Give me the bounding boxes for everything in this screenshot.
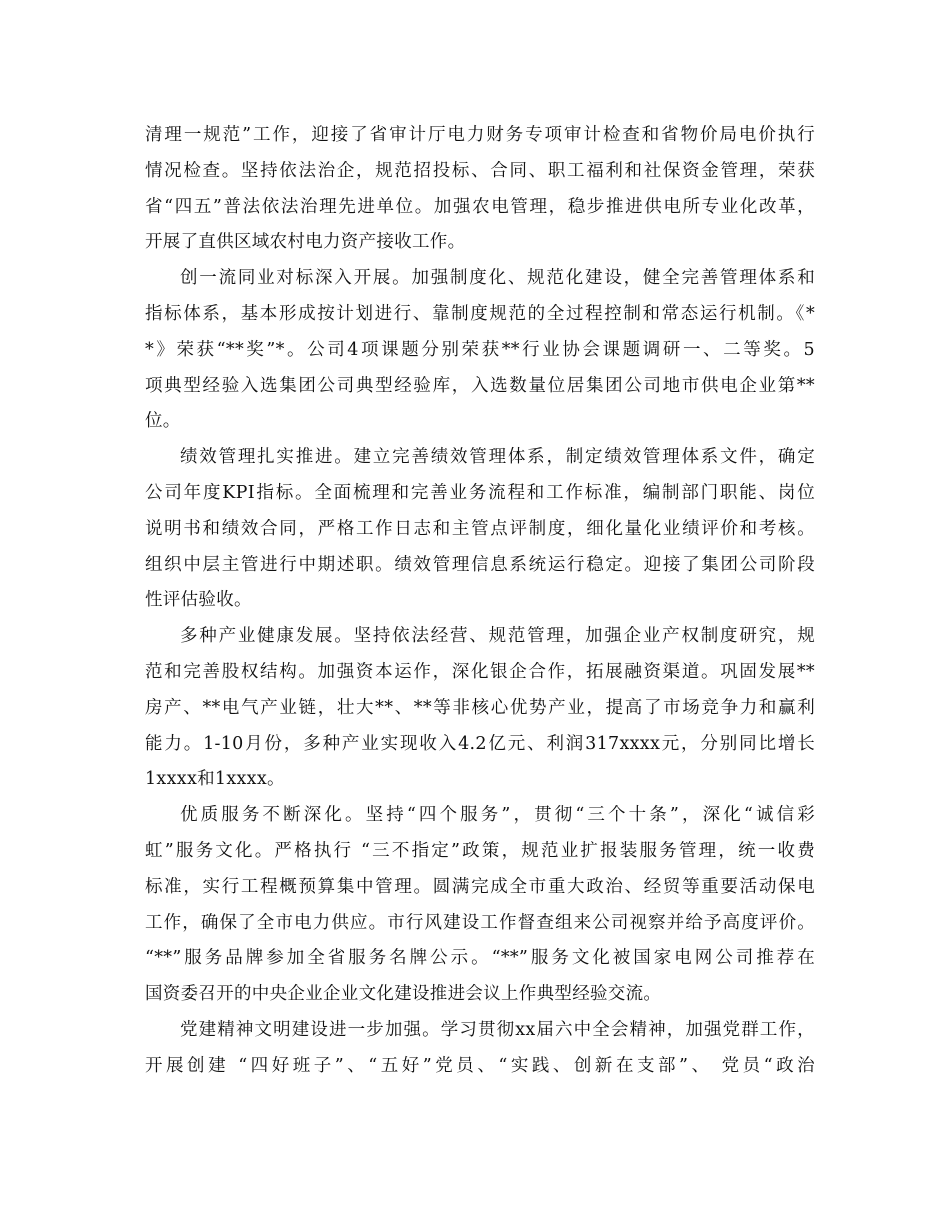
text-line: 能力。1-10月份，多种产业实现收入4.2亿元、利润317xxxx元，分别同比增长 (145, 733, 815, 754)
text-line: 说明书和绩效合同，严格工作日志和主管点评制度，细化量化业绩评价和考核。 (145, 518, 815, 539)
text-line: 绩效管理扎实推进。建立完善绩效管理体系，制定绩效管理体系文件，确定 (180, 447, 815, 468)
text-line: *》荣获“**奖”*。公司4项课题分别荣获**行业协会课题调研一、二等奖。5 (145, 339, 815, 360)
text-line: 范和完善股权结构。加强资本运作，深化银企合作，拓展融资渠道。巩固发展** (145, 661, 815, 682)
text-line: 房产、**电气产业链，壮大**、**等非核心优势产业，提高了市场竞争力和赢利 (145, 697, 815, 718)
paragraph-audit-compliance (145, 118, 815, 261)
text-line: 组织中层主管进行中期述职。绩效管理信息系统运行稳定。迎接了集团公司阶段 (145, 554, 815, 575)
paragraph-benchmarking (145, 261, 815, 440)
text-line: “**”服务品牌参加全省服务名牌公示。“**”服务文化被国家电网公司推荐在 (145, 948, 815, 969)
text-line: 1xxxx和1xxxx。 (145, 769, 285, 790)
text-line: 公司年度KPI指标。全面梳理和完善业务流程和工作标准，编制部门职能、岗位 (145, 482, 815, 503)
text-line: 指标体系，基本形成按计划进行、靠制度规范的全过程控制和常态运行机制。《* (145, 303, 815, 324)
text-line: 项典型经验入选集团公司典型经验库，入选数量位居集团公司地市供电企业第** (145, 375, 815, 396)
paragraph-party-building (145, 1013, 815, 1085)
text-line: 党建精神文明建设进一步加强。学习贯彻xx届六中全会精神，加强党群工作， (180, 1019, 815, 1040)
paragraph-performance-management (145, 440, 815, 619)
paragraph-diversified-industries (145, 619, 815, 798)
text-line: 开展创建 “四好班子”、“五好”党员、“实践、创新在支部”、 党员“政治 (145, 1055, 815, 1076)
paragraph-quality-service (145, 798, 815, 1013)
text-line: 优质服务不断深化。坚持“四个服务”，贯彻“三个十条”，深化“诚信彩 (180, 805, 815, 826)
text-line: 工作，确保了全市电力供应。市行风建设工作督查组来公司视察并给予高度评价。 (145, 912, 815, 933)
text-line: 虹”服务文化。严格执行 “三不指定”政策，规范业扩报装服务管理，统一收费 (145, 840, 815, 861)
text-line: 创一流同业对标深入开展。加强制度化、规范化建设，健全完善管理体系和 (180, 268, 815, 289)
text-line: 性评估验收。 (145, 590, 252, 611)
text-line: 开展了直供区域农村电力资产接收工作。 (145, 232, 466, 253)
text-line: 情况检查。坚持依法治企，规范招投标、合同、职工福利和社保资金管理，荣获 (145, 160, 815, 181)
text-line: 清理一规范”工作，迎接了省审计厅电力财务专项审计检查和省物价局电价执行 (145, 125, 815, 145)
text-line: 位。 (145, 411, 181, 432)
text-line: 省“四五”普法依法治理先进单位。加强农电管理，稳步推进供电所专业化改革， (145, 196, 815, 217)
text-line: 国资委召开的中央企业企业文化建设推进会议上作典型经验交流。 (145, 984, 662, 1005)
text-line: 多种产业健康发展。坚持依法经营、规范管理，加强企业产权制度研究，规 (180, 626, 815, 647)
document-page (145, 118, 815, 1085)
text-line: 标准，实行工程概预算集中管理。圆满完成全市重大政治、经贸等重要活动保电 (145, 876, 815, 897)
